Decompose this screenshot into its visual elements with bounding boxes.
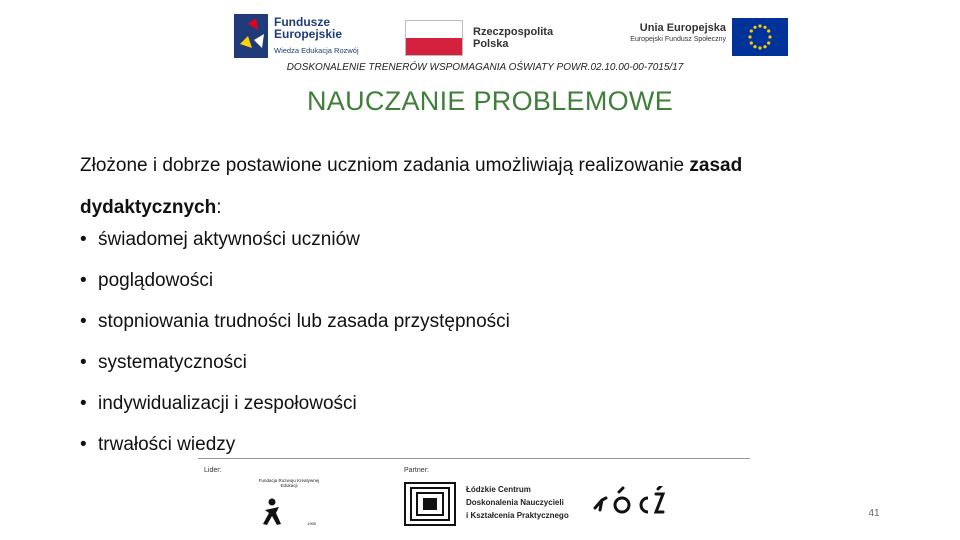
eu-logo: [602, 18, 792, 58]
poland-flag-icon: [405, 20, 463, 56]
list-item: [80, 345, 510, 386]
list-item-text: poglądowości: [98, 270, 214, 291]
slide-title: NAUCZANIE PROBLEMOWE: [306, 86, 674, 116]
list-item-text: trwałości wiedzy: [98, 434, 236, 455]
list-item: [80, 304, 510, 345]
lider-logo: [258, 478, 320, 528]
footer-divider: [198, 458, 750, 459]
funds-star-icon: [234, 14, 268, 58]
intro-paragraph: [80, 145, 880, 229]
principles-list: [80, 222, 510, 468]
list-item-text: systematyczności: [98, 352, 247, 373]
intro-bold-word-1: zasad: [689, 155, 743, 176]
partner-emblem-icon: [404, 482, 456, 526]
header-logos: [230, 10, 790, 66]
page-number: 41: [868, 508, 880, 519]
funds-logo-subtitle: Wiedza Edukacja Rozwój: [274, 46, 359, 55]
bullet-icon: •: [80, 352, 87, 373]
bullet-icon: •: [80, 434, 87, 455]
list-item-text: indywidualizacji i zespołowości: [98, 393, 357, 414]
bullet-icon: •: [80, 393, 87, 414]
list-item: [80, 222, 510, 263]
poland-logo-text: Rzeczpospolita Polska: [473, 26, 554, 50]
intro-text: Złożone i dobrze postawione uczniom zadania umożliwiają realizowanie: [80, 155, 685, 176]
funds-logo: [230, 12, 380, 64]
lider-label: Lider:: [204, 467, 222, 474]
partner-logo-text: Łódzkie Centrum Doskonalenia Nauczycieli i Kształcenia Praktycznego: [466, 485, 569, 520]
partner-label: Partner:: [404, 467, 429, 474]
lider-logo-text: Fundacja Rozwoju Kreatywnej Edukacji: [258, 478, 320, 488]
project-code: DOSKONALENIE TRENERÓW WSPOMAGANIA OŚWIATY POWR.02.10.00-00-7015/17: [286, 62, 684, 73]
eu-flag-icon: [732, 18, 788, 56]
list-item-text: świadomej aktywności uczniów: [98, 229, 360, 250]
list-item: [80, 386, 510, 427]
city-lodz-logo: [592, 486, 668, 518]
list-item: [80, 427, 510, 468]
intro-bold-word-2: dydaktycznych: [80, 197, 217, 218]
bullet-icon: •: [80, 229, 87, 250]
intro-colon: :: [216, 197, 222, 218]
list-item-text: stopniowania trudności lub zasada przystępności: [98, 311, 510, 332]
walking-figure-icon: [260, 498, 284, 526]
poland-logo: [405, 18, 580, 58]
list-item: [80, 263, 510, 304]
bullet-icon: •: [80, 311, 87, 332]
eu-logo-title: Unia Europejska: [639, 22, 726, 34]
funds-logo-title: Fundusze Europejskie: [274, 15, 343, 41]
eu-logo-subtitle: Europejski Fundusz Społeczny: [630, 36, 726, 43]
lider-logo-year: 1995: [307, 521, 316, 526]
bullet-icon: •: [80, 270, 87, 291]
